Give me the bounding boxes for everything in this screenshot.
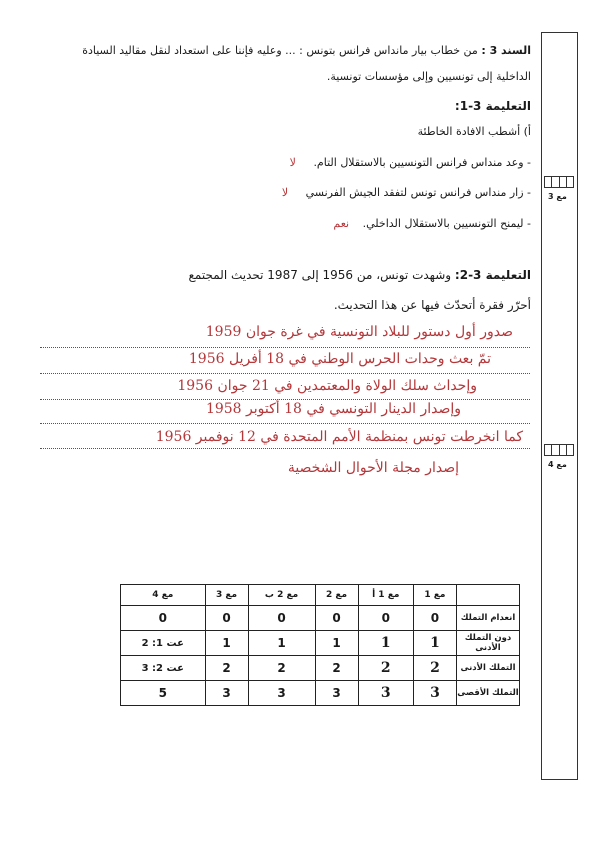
writing-line [40, 423, 530, 424]
row-label: التملك الأقصى [457, 681, 520, 706]
statement-2-text: - زار منداس فرانس تونس لتفقد الجيش الفرنسي [305, 186, 531, 199]
row-label: انعدام التملك [457, 606, 520, 631]
table-cell: 0 [121, 606, 206, 631]
table-cell: 1 [315, 631, 358, 656]
table-cell: 5 [121, 681, 206, 706]
source3-text1: من خطاب بيار مانداس فرانس بتونس : ... وعليه فإننا على استعداد لنقل مقاليد السيادة [82, 44, 478, 57]
score-box-4 [544, 444, 574, 456]
table-cell: 2 [315, 656, 358, 681]
table-cell: 0 [315, 606, 358, 631]
table-row [121, 656, 520, 681]
statement-2 [282, 186, 531, 199]
source3-line2: الداخلية إلى تونسيين وإلى مؤسسات تونسية. [326, 70, 531, 83]
table-cell: 3 [413, 681, 456, 706]
table-cell: 0 [248, 606, 315, 631]
statement-1-answer: لا [289, 156, 296, 169]
statement-3-answer: نعم [333, 217, 350, 230]
table-cell: 2 [413, 656, 456, 681]
table-header: مع 1 أ [358, 585, 413, 606]
statement-3 [333, 217, 531, 230]
table-cell: 3 [358, 681, 413, 706]
row-label: التملك الأدنى [457, 656, 520, 681]
instruction-3-1-title: التعليمة 3-1: [454, 99, 531, 113]
statement-3-text: - ليمنح التونسيين بالاستقلال الداخلي. [362, 217, 531, 230]
source3-line1 [82, 44, 531, 57]
instruction-3-2-heading: وشهدت تونس، من 1956 إلى 1987 تحديث المجتمع [188, 268, 452, 282]
table-cell: عت 1: 2 [121, 631, 206, 656]
writing-line [40, 448, 530, 449]
table-cell: عت 2: 3 [121, 656, 206, 681]
table-header: مع 1 [413, 585, 456, 606]
instruction-3-2-title [189, 268, 531, 282]
table-cell: 2 [205, 656, 248, 681]
table-cell: 1 [248, 631, 315, 656]
writing-line [40, 347, 530, 348]
table-header: مع 2 [315, 585, 358, 606]
table-header [457, 585, 520, 606]
table-cell: 1 [205, 631, 248, 656]
table-header: مع 4 [121, 585, 206, 606]
table-cell: 2 [358, 656, 413, 681]
grading-margin [541, 32, 578, 780]
table-row [121, 681, 520, 706]
answer-line-4: وإصدار الدينار التونسي في 18 أكتوبر 1958 [205, 401, 461, 417]
table-cell: 3 [248, 681, 315, 706]
table-cell: 1 [358, 631, 413, 656]
answer-line-5: كما انخرطت تونس بمنظمة الأمم المتحدة في 12 نوفمبر 1956 [155, 429, 523, 445]
score-box-3 [544, 176, 574, 188]
table-cell: 1 [413, 631, 456, 656]
table-row [121, 631, 520, 656]
table-cell: 0 [358, 606, 413, 631]
table-header: مع 2 ب [248, 585, 315, 606]
table-cell: 3 [205, 681, 248, 706]
writing-line [40, 373, 530, 374]
instruction-3-1-prompt: أ) أشطب الافادة الخاطئة [417, 125, 531, 138]
table-cell: 2 [248, 656, 315, 681]
score-label-3: مع 3 [548, 192, 567, 201]
table-row [121, 606, 520, 631]
source3-label: السند 3 : [481, 44, 531, 57]
table-header: مع 3 [205, 585, 248, 606]
answer-line-1: صدور أول دستور للبلاد التونسية في غرة جوان 1959 [205, 324, 513, 340]
instruction-3-2-label: التعليمة 3-2: [454, 268, 531, 282]
grading-table [120, 584, 520, 706]
answer-line-6: إصدار مجلة الأحوال الشخصية [287, 460, 459, 476]
statement-1 [290, 156, 531, 169]
statement-1-text: - وعد منداس فرانس التونسيين بالاستقلال التام. [313, 156, 531, 169]
table-cell: 0 [205, 606, 248, 631]
answer-line-3: وإحداث سلك الولاة والمعتمدين في 21 جوان 1956 [177, 378, 477, 394]
writing-line [40, 399, 530, 400]
score-label-4: مع 4 [548, 460, 567, 469]
answer-line-2: تمّ بعث وحدات الحرس الوطني في 18 أفريل 1956 [188, 351, 491, 367]
row-label: دون التملك الأدنى [457, 631, 520, 656]
instruction-3-2-prompt: أحرّر فقرة أتحدّث فيها عن هذا التحديث. [333, 298, 531, 312]
table-cell: 0 [413, 606, 456, 631]
table-header-row [121, 585, 520, 606]
statement-2-answer: لا [281, 186, 289, 199]
table-cell: 3 [315, 681, 358, 706]
